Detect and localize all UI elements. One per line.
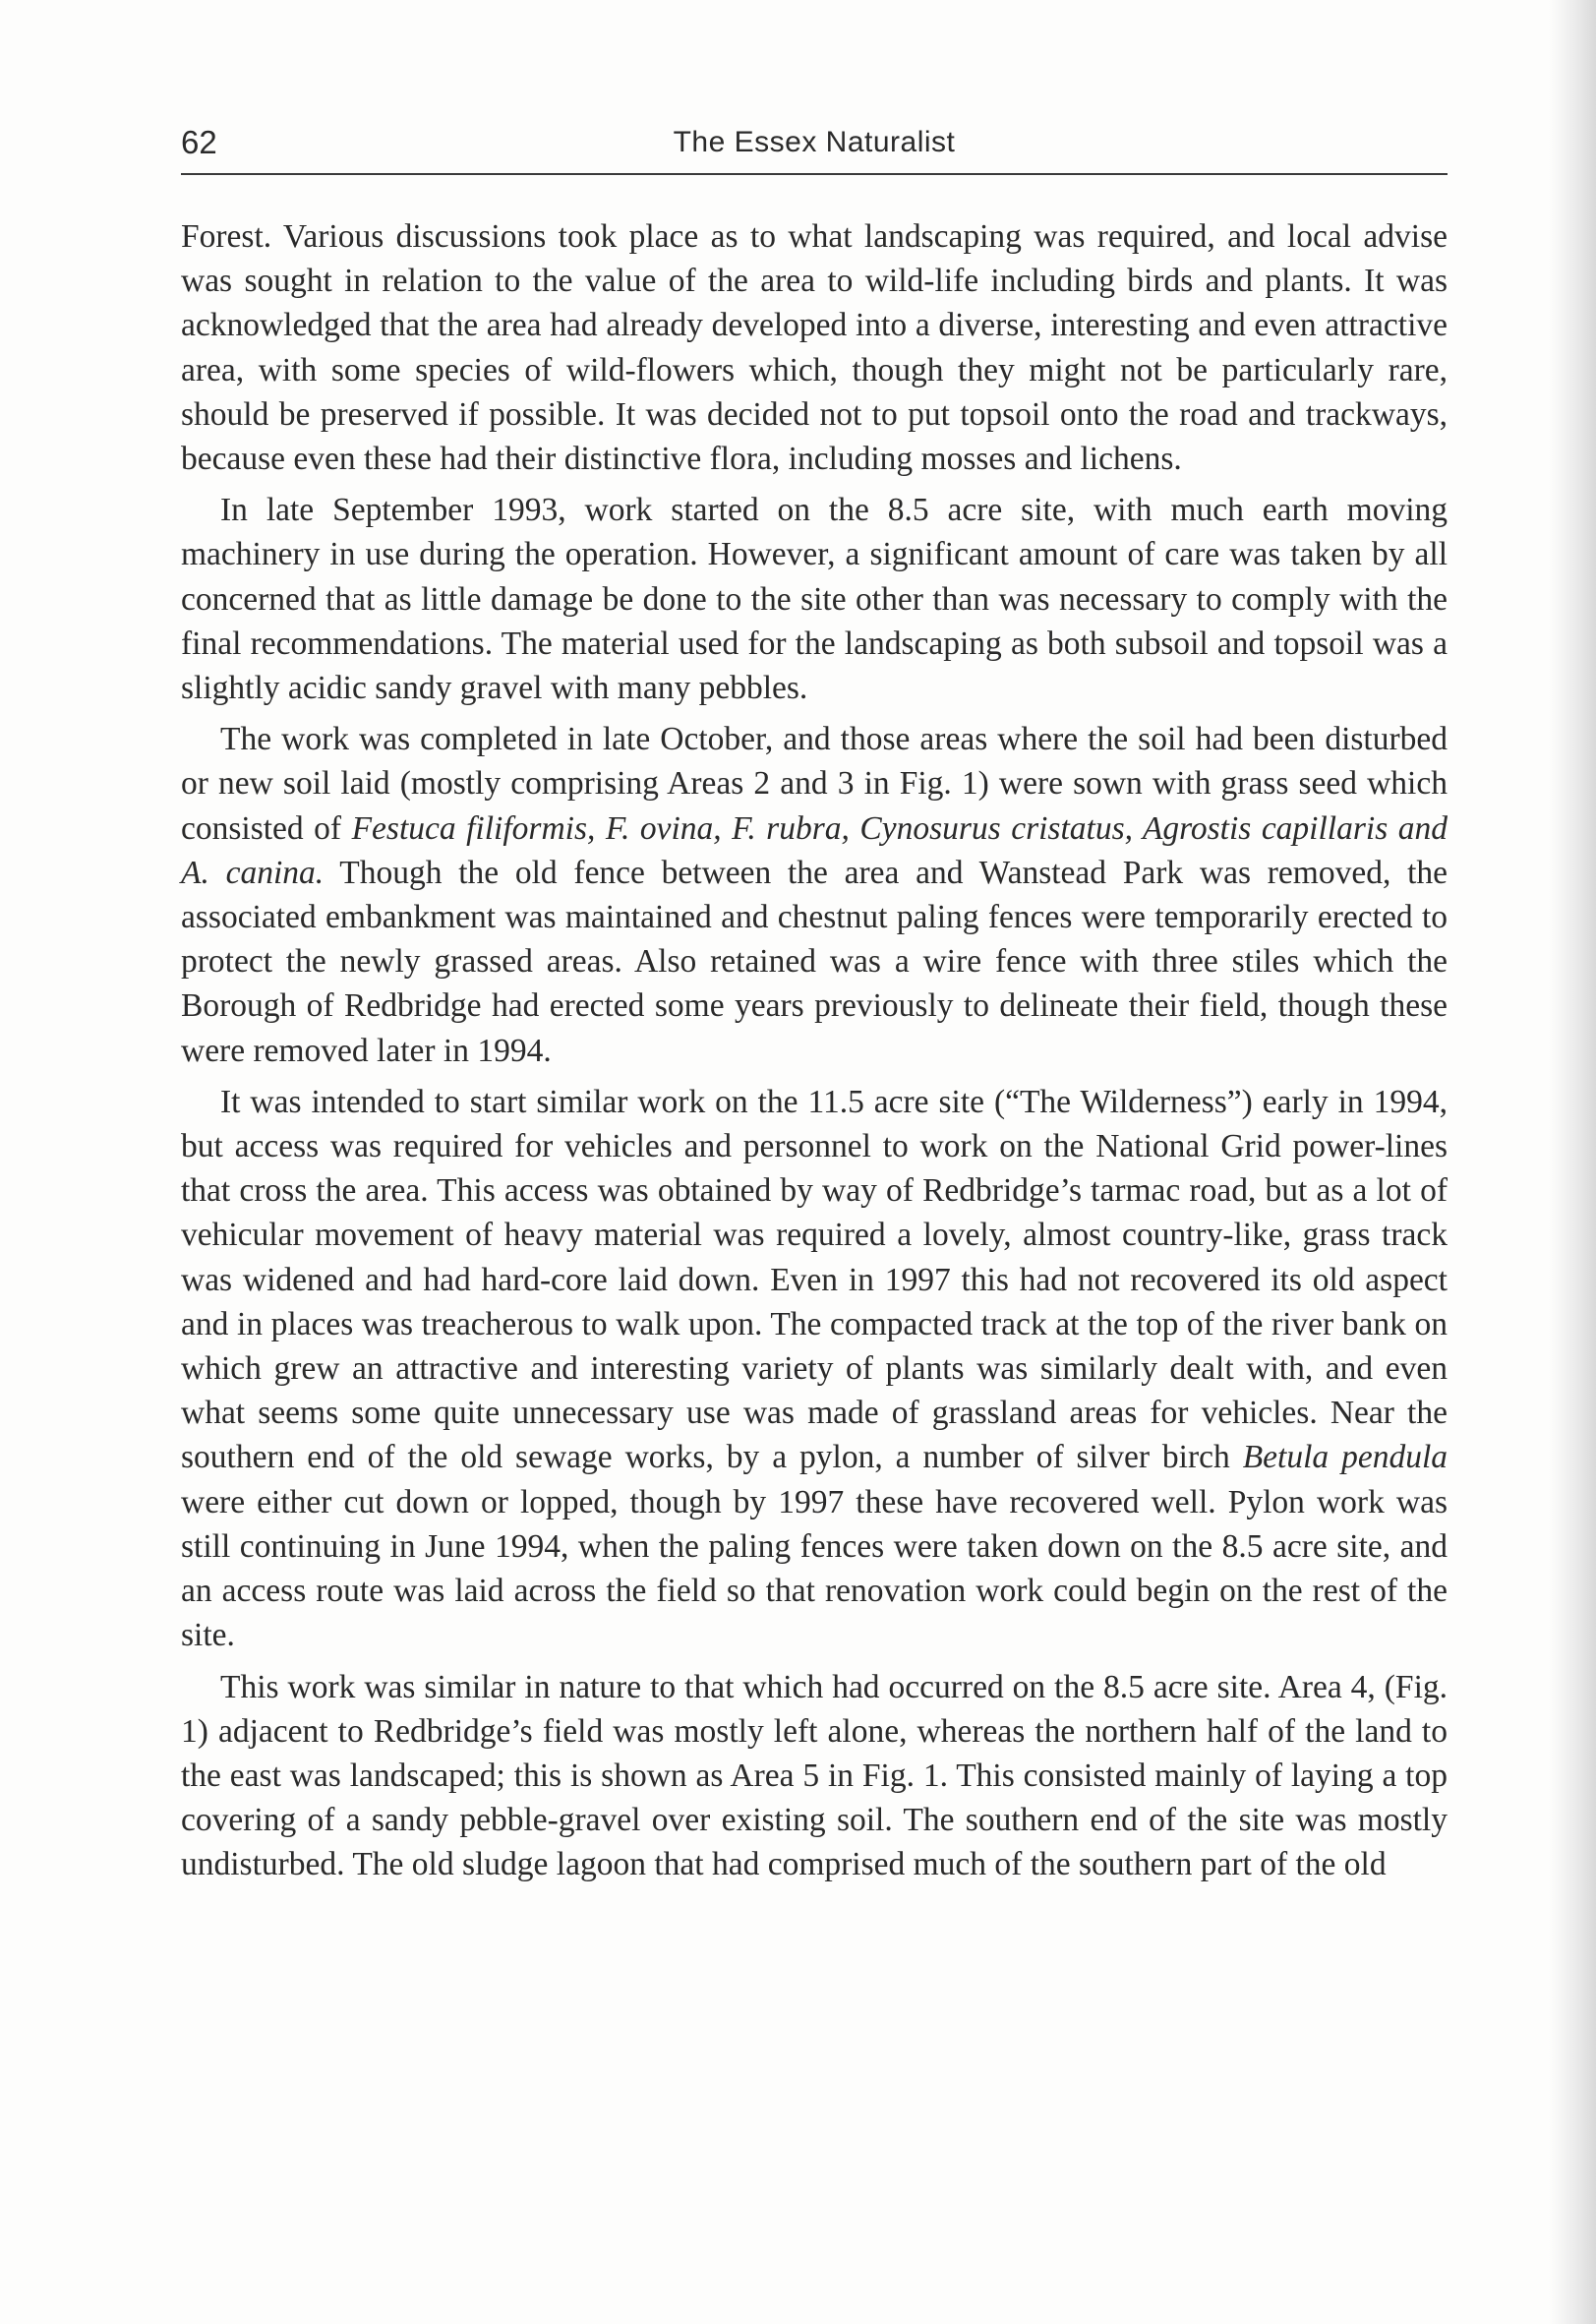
paragraph-text: The work was completed in late October, and those areas where the soil had been disturbed or new soil laid (mostly comprising Areas 2 and 3 in Fig. 1) were sown with grass seed which consisted of	[181, 721, 1448, 847]
paragraph-text: It was intended to start similar work on the 11.5 acre site (“The Wilderness”) early in 1994, but access was required for vehicles and personnel to work on the National Grid power-lines that cross the area. This access was obtained by way of Redbridge’s tarmac road, but as a lot of vehicular movement of heavy material was required a lovely, almost country-like, grass track was widened and had hard-core laid down. Even in 1997 this had not recovered its old aspect and in places was treacherous to walk upon. The compacted track at the top of the river bank on which grew an attractive and interesting variety of plants was similarly dealt with, and even what seems some quite unnecessary use was made of grassland areas for vehicles. Near the southern end of the old sewage works, by a pylon, a number of silver birch	[181, 1083, 1448, 1476]
paragraph-text: Forest. Various discussions took place as to what landscaping was required, and local advise was sought in relation to the value of the area to wild-life including birds and plants. It was acknowledged that the area had already developed into a diverse, interesting and even attractive area, with some species of wild-flowers which, though they might not be particularly rare, should be preserved if possible. It was decided not to put topsoil onto the road and trackways, because even these had their distinctive flora, including mosses and lichens.	[181, 218, 1448, 478]
body-text	[181, 214, 1448, 1894]
paragraph-text: Though the old fence between the area and Wanstead Park was removed, the associated embankment was maintained and chestnut paling fences were temporarily erected to protect the newly grassed areas. Also retained was a wire fence with three stiles which the Borough of Redbridge had erected some years previously to delineate their field, though these were removed later in 1994.	[181, 854, 1448, 1069]
paragraph-text: In late September 1993, work started on the 8.5 acre site, with much earth moving machinery in use during the operation. However, a significant amount of care was taken by all concerned that as little damage be done to the site other than was necessary to comply with the final recommendations. The material used for the landscaping as both subsoil and topsoil was a slightly acidic sandy gravel with many pebbles.	[181, 492, 1448, 707]
page-header	[181, 116, 1448, 175]
paragraph	[181, 717, 1448, 1073]
page-number: 62	[181, 124, 217, 160]
running-title: The Essex Naturalist	[673, 126, 956, 158]
page-edge-shadow	[1549, 0, 1596, 2324]
paragraph-text: This work was similar in nature to that which had occurred on the 8.5 acre site. Area 4, (Fig. 1) adjacent to Redbridge’s field was mostly left alone, whereas the northern half of the land to the east was landscaped; this is shown as Area 5 in Fig. 1. This consisted mainly of laying a top covering of a sandy pebble-gravel over existing soil. The southern end of the site was mostly undisturbed. The old sludge lagoon that had comprised much of the southern part of the old	[181, 1668, 1448, 1883]
italic-text: Betula pendula	[1242, 1439, 1448, 1476]
paragraph	[181, 1080, 1448, 1658]
paragraph	[181, 1665, 1448, 1887]
paragraph	[181, 488, 1448, 710]
paragraph	[181, 214, 1448, 481]
italic-text: Festuca filiformis, F. ovina, F. rubra, Cynosurus cristatus, Agrostis capillaris and A. canina.	[181, 809, 1448, 891]
paragraph-text: were either cut down or lopped, though by 1997 these have recovered well. Pylon work was still continuing in June 1994, when the paling fences were taken down on the 8.5 acre site, and an access route was laid across the field so that renovation work could begin on the rest of the site.	[181, 1483, 1448, 1654]
